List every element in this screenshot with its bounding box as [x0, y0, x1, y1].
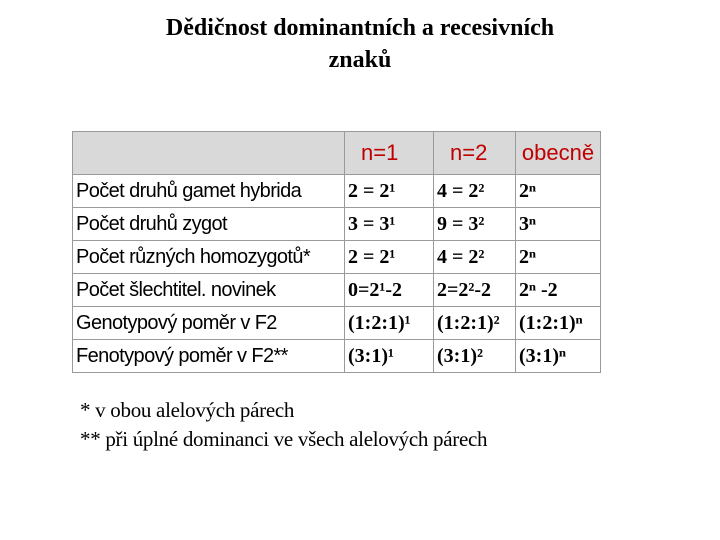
- header-cell-n1: n=1: [345, 132, 434, 175]
- footnotes: [80, 396, 487, 454]
- value-general: 2ⁿ: [516, 175, 601, 208]
- value-n1: (3:1)¹: [345, 340, 434, 373]
- value-general: 2ⁿ: [516, 241, 601, 274]
- row-label: Počet různých homozygotů*: [73, 241, 345, 274]
- table-row: [73, 307, 601, 340]
- row-label: Počet šlechtitel. novinek: [73, 274, 345, 307]
- table-row: [73, 241, 601, 274]
- row-label: Genotypový poměr v F2: [73, 307, 345, 340]
- table-row: [73, 175, 601, 208]
- header-cell-general: obecně: [516, 132, 601, 175]
- value-general: 2ⁿ -2: [516, 274, 601, 307]
- footnote-2: ** při úplné dominanci ve všech alelových párech: [80, 427, 488, 451]
- value-n2: 2=2²-2: [434, 274, 516, 307]
- value-n1: 3 = 3¹: [345, 208, 434, 241]
- header-cell-n2: n=2: [434, 132, 516, 175]
- value-n2: (1:2:1)²: [434, 307, 516, 340]
- inheritance-table: [72, 131, 601, 373]
- value-n1: (1:2:1)¹: [345, 307, 434, 340]
- page-title-line2: znaků: [328, 47, 392, 73]
- value-general: (3:1)ⁿ: [516, 340, 601, 373]
- table-header-row: [73, 132, 601, 175]
- value-n1: 0=2¹-2: [345, 274, 434, 307]
- page-title: [0, 12, 720, 76]
- value-n2: 9 = 3²: [434, 208, 516, 241]
- table-row: [73, 340, 601, 373]
- value-n2: 4 = 2²: [434, 175, 516, 208]
- header-cell-empty: [73, 132, 345, 175]
- value-n1: 2 = 2¹: [345, 175, 434, 208]
- table-row: [73, 274, 601, 307]
- row-label: Počet druhů zygot: [73, 208, 345, 241]
- value-general: 3ⁿ: [516, 208, 601, 241]
- footnote-1: * v obou alelových párech: [80, 398, 295, 422]
- page-title-line1: Dědičnost dominantních a recesivních: [165, 15, 555, 41]
- table-row: [73, 208, 601, 241]
- row-label: Počet druhů gamet hybrida: [73, 175, 345, 208]
- value-n2: 4 = 2²: [434, 241, 516, 274]
- value-general: (1:2:1)ⁿ: [516, 307, 601, 340]
- value-n1: 2 = 2¹: [345, 241, 434, 274]
- value-n2: (3:1)²: [434, 340, 516, 373]
- row-label: Fenotypový poměr v F2**: [73, 340, 345, 373]
